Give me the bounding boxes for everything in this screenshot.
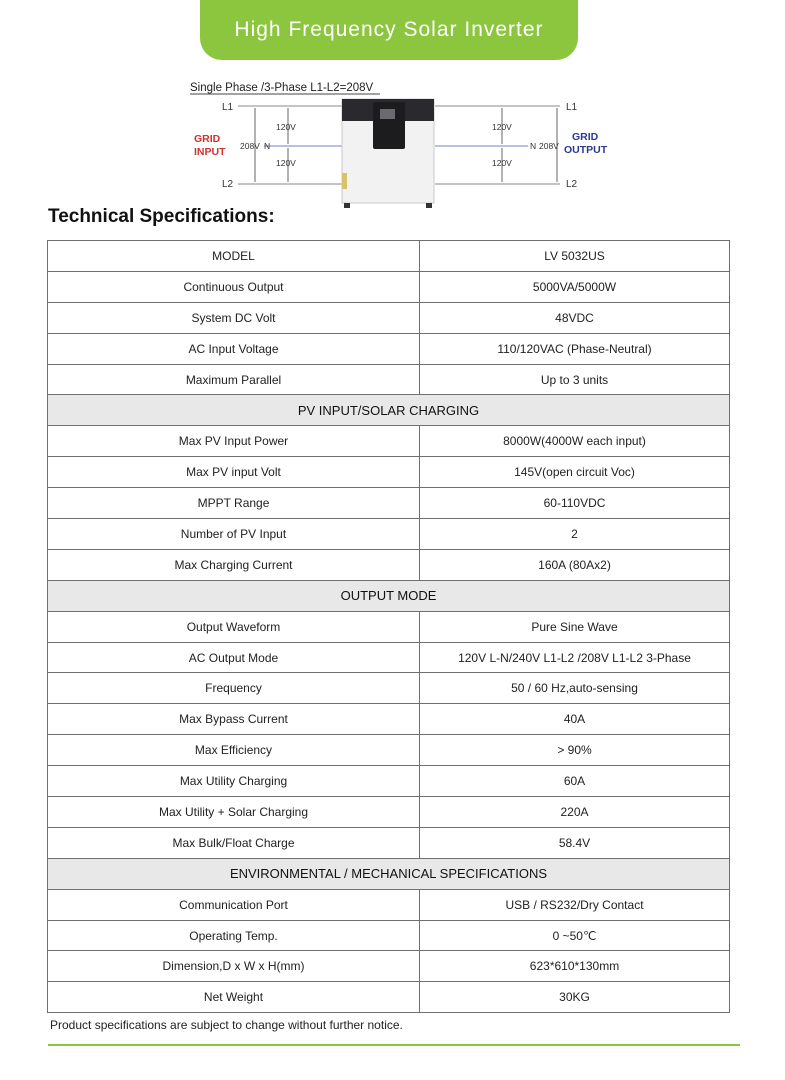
spec-label: Net Weight: [48, 982, 420, 1013]
spec-row: [48, 488, 730, 519]
spec-label: Max Bulk/Float Charge: [48, 827, 420, 858]
spec-row: [48, 982, 730, 1013]
spec-row: [48, 827, 730, 858]
spec-row: [48, 302, 730, 333]
spec-label: System DC Volt: [48, 302, 420, 333]
spec-label: Maximum Parallel: [48, 364, 420, 395]
footer-divider: [48, 1044, 740, 1046]
spec-row: [48, 611, 730, 642]
spec-label: AC Output Mode: [48, 642, 420, 673]
spec-value: 2: [420, 519, 730, 550]
right-l1-label: L1: [566, 102, 578, 113]
left-l2-label: L2: [222, 179, 234, 190]
spec-value: 120V L-N/240V L1-L2 /208V L1-L2 3-Phase: [420, 642, 730, 673]
spec-row: [48, 704, 730, 735]
section-header-row: [48, 580, 730, 611]
footer-note: Product specifications are subject to change without further notice.: [50, 1018, 403, 1032]
spec-value: 220A: [420, 797, 730, 828]
spec-label: Max Utility + Solar Charging: [48, 797, 420, 828]
spec-row: [48, 519, 730, 550]
spec-label: MPPT Range: [48, 488, 420, 519]
spec-label: Continuous Output: [48, 271, 420, 302]
section-title: OUTPUT MODE: [48, 580, 730, 611]
spec-row: [48, 642, 730, 673]
grid-output-label: GRID: [572, 131, 599, 143]
spec-row: [48, 426, 730, 457]
page-title: High Frequency Solar Inverter: [234, 18, 544, 41]
spec-label: Max Bypass Current: [48, 704, 420, 735]
spec-label: Number of PV Input: [48, 519, 420, 550]
spec-value: Pure Sine Wave: [420, 611, 730, 642]
spec-row: [48, 797, 730, 828]
spec-row: [48, 735, 730, 766]
left-208v-label: 208V: [240, 141, 260, 151]
spec-value: 0 ~50℃: [420, 920, 730, 951]
spec-value: 40A: [420, 704, 730, 735]
spec-row: [48, 920, 730, 951]
left-l1-label: L1: [222, 102, 234, 113]
specs-table: [47, 240, 730, 1013]
spec-value: 160A (80Ax2): [420, 549, 730, 580]
spec-value: 58.4V: [420, 827, 730, 858]
spec-value: 50 / 60 Hz,auto-sensing: [420, 673, 730, 704]
header-banner: [200, 0, 578, 60]
section-header-row: [48, 858, 730, 889]
right-120v-bottom: 120V: [492, 158, 512, 168]
grid-output-label-2: OUTPUT: [564, 144, 608, 156]
wiring-diagram: [180, 72, 620, 212]
spec-label: Max Utility Charging: [48, 766, 420, 797]
spec-value: 110/120VAC (Phase-Neutral): [420, 333, 730, 364]
left-n-label: N: [264, 141, 271, 151]
spec-value: 48VDC: [420, 302, 730, 333]
grid-input-label: GRID: [194, 133, 221, 145]
right-l2-label: L2: [566, 179, 578, 190]
spec-value: 145V(open circuit Voc): [420, 457, 730, 488]
spec-row: [48, 241, 730, 272]
right-n-label: N: [530, 141, 537, 151]
right-120v-top: 120V: [492, 122, 512, 132]
spec-value: LV 5032US: [420, 241, 730, 272]
spec-label: Max Efficiency: [48, 735, 420, 766]
spec-value: 5000VA/5000W: [420, 271, 730, 302]
spec-value: Up to 3 units: [420, 364, 730, 395]
spec-value: 30KG: [420, 982, 730, 1013]
spec-label: AC Input Voltage: [48, 333, 420, 364]
inverter-image: [342, 99, 434, 208]
section-header-row: [48, 395, 730, 426]
spec-value: USB / RS232/Dry Contact: [420, 889, 730, 920]
spec-row: [48, 549, 730, 580]
spec-label: Communication Port: [48, 889, 420, 920]
spec-value: > 90%: [420, 735, 730, 766]
spec-row: [48, 951, 730, 982]
left-120v-top: 120V: [276, 122, 296, 132]
section-title: ENVIRONMENTAL / MECHANICAL SPECIFICATIONS: [48, 858, 730, 889]
spec-value: 623*610*130mm: [420, 951, 730, 982]
spec-row: [48, 333, 730, 364]
spec-row: [48, 673, 730, 704]
spec-label: Max PV input Volt: [48, 457, 420, 488]
grid-input-label-2: INPUT: [194, 146, 226, 158]
spec-value: 60A: [420, 766, 730, 797]
spec-label: Max PV Input Power: [48, 426, 420, 457]
spec-label: Output Waveform: [48, 611, 420, 642]
spec-label: Frequency: [48, 673, 420, 704]
specs-heading: Technical Specifications:: [48, 206, 275, 227]
spec-row: [48, 364, 730, 395]
spec-value: 60-110VDC: [420, 488, 730, 519]
spec-row: [48, 457, 730, 488]
spec-row: [48, 766, 730, 797]
spec-label: Max Charging Current: [48, 549, 420, 580]
section-title: PV INPUT/SOLAR CHARGING: [48, 395, 730, 426]
spec-value: 8000W(4000W each input): [420, 426, 730, 457]
left-120v-bottom: 120V: [276, 158, 296, 168]
spec-row: [48, 889, 730, 920]
right-208v-label: 208V: [539, 141, 559, 151]
spec-label: Operating Temp.: [48, 920, 420, 951]
spec-row: [48, 271, 730, 302]
spec-label: MODEL: [48, 241, 420, 272]
diagram-caption: Single Phase /3-Phase L1-L2=208V: [190, 82, 374, 94]
spec-label: Dimension,D x W x H(mm): [48, 951, 420, 982]
